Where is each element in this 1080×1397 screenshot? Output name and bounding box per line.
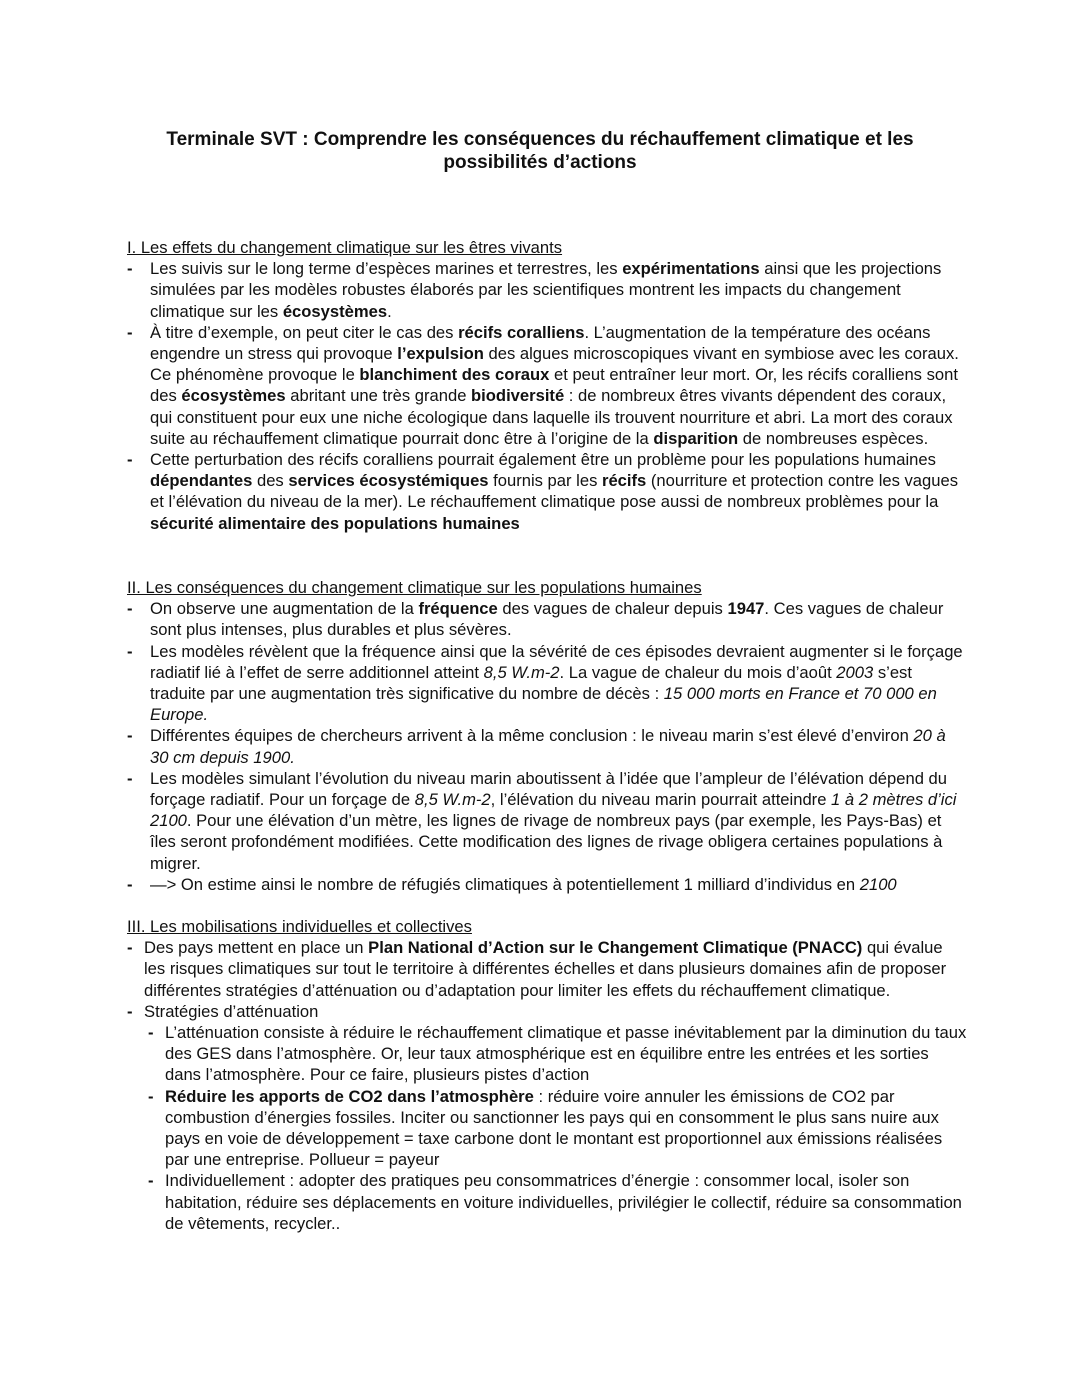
sub-bullet-item: - L’atténuation consiste à réduire le réchauffement climatique et passe inévitablement par la diminution du taux des GES dans l’atmosphère. Or, leur taux atmosphérique est en équilibre entre les entrées et les sorties dans l’atmosphère. Pour ce faire, plusieurs pistes d’action <box>148 1022 967 1086</box>
sub-bullet-list <box>148 1022 967 1234</box>
bullet-item: - Les suivis sur le long terme d’espèces marines et terrestres, les expérimentations ainsi que les projections simulées par les modèles robustes élaborés par les scientifiques montrent les impacts du changement climatique sur les écosystèmes. <box>127 258 967 322</box>
section-consequences-populations <box>127 577 967 895</box>
document-title <box>120 128 960 174</box>
section-heading: II. Les conséquences du changement climatique sur les populations humaines <box>127 578 702 597</box>
bullet-list <box>127 598 967 895</box>
section-effets-etres-vivants <box>127 237 967 534</box>
bullet-item: - Des pays mettent en place un Plan National d’Action sur le Changement Climatique (PNACC) qui évalue les risques climatiques sur tout le territoire à différentes échelles et dans plusieurs domaines afin de proposer différentes stratégies d’atténuation ou d’adaptation pour limiter les effets du réchauffement climatique. <box>127 937 967 1001</box>
title-line-1: Terminale SVT : Comprendre les conséquences du réchauffement climatique et les <box>166 129 914 150</box>
sub-bullet-item: - Réduire les apports de CO2 dans l’atmosphère : réduire voire annuler les émissions de CO2 par combustion d’énergies fossiles. Inciter ou sanctionner les pays qui en consomment le plus sans nuire aux pays en voie de développement = taxe carbone dont le montant est proportionnel aux émissions réalisées par une entreprise. Pollueur = payeur <box>148 1086 967 1171</box>
bullet-item: - À titre d’exemple, on peut citer le cas des récifs coralliens. L’augmentation de la température des océans engendre un stress qui provoque l’expulsion des algues microscopiques vivant en symbiose avec les coraux. Ce phénomène provoque le blanchiment des coraux et peut entraîner leur mort. Or, les récifs coralliens sont des écosystèmes abritant une très grande biodiversité : de nombreux êtres vivants dépendent des coraux, qui constituent pour eux une niche écologique dans laquelle ils trouvent nourriture et abri. La mort des coraux suite au réchauffement climatique pourrait donc être à l’origine de la disparition de nombreuses espèces. <box>127 322 967 449</box>
bullet-item: - On observe une augmentation de la fréquence des vagues de chaleur depuis 1947. Ces vagues de chaleur sont plus intenses, plus durables et plus sévères. <box>127 598 967 640</box>
bullet-item: - —> On estime ainsi le nombre de réfugiés climatiques à potentiellement 1 milliard d’individus en 2100 <box>127 874 967 895</box>
bullet-item: - Stratégies d’atténuation - L’atténuation consiste à réduire le réchauffement climatique et passe inévitablement par la diminution du taux des GES dans l’atmosphère. Or, leur taux atmosphérique est en équilibre entre les entrées et les sorties dans l’atmosphère. Pour ce faire, plusieurs pistes d’action - Réduire les apports de CO2 dans l’atmosphère : réduire voire annuler les émissions de CO2 par combustion d’énergies fossiles. Inciter ou sanctionner les pays qui en consomment le plus sans nuire aux pays en voie de développement = taxe carbone dont le montant est proportionnel aux émissions réalisées par une entreprise. Pollueur = payeur - Individuellement : adopter des pratiques peu consommatrices d’énergie : consommer local, isoler son habitation, réduire ses déplacements en voiture individuelles, privilégier le collectif, réduire sa consommation de vêtements, recycler.. <box>127 1001 967 1234</box>
bullet-item: - Cette perturbation des récifs coralliens pourrait également être un problème pour les populations humaines dépendantes des services écosystémiques fournis par les récifs (nourriture et protection contre les vagues et l’élévation du niveau de la mer). Le réchauffement climatique pose aussi de nombreux problèmes pour la sécurité alimentaire des populations humaines <box>127 449 967 534</box>
title-line-2: possibilités d’actions <box>443 152 637 173</box>
section-heading: I. Les effets du changement climatique sur les êtres vivants <box>127 238 563 257</box>
bullet-list <box>127 937 967 1234</box>
bullet-list <box>127 258 967 534</box>
bullet-item: - Les modèles révèlent que la fréquence ainsi que la sévérité de ces épisodes devraient augmenter si le forçage radiatif lié à l’effet de serre additionnel atteint 8,5 W.m-2. La vague de chaleur du mois d’août 2003 s’est traduite par une augmentation très significative du nombre de décès : 15 000 morts en France et 70 000 en Europe. <box>127 641 967 726</box>
section-mobilisations <box>127 916 967 1234</box>
bullet-item: - Les modèles simulant l’évolution du niveau marin aboutissent à l’idée que l’ampleur de l’élévation dépend du forçage radiatif. Pour un forçage de 8,5 W.m-2, l’élévation du niveau marin pourrait atteindre 1 à 2 mètres d’ici 2100. Pour une élévation d’un mètre, les lignes de rivage de nombreux pays (par exemple, les Pays-Bas) et îles seront profondément modifiées. Cette modification des lignes de rivage obligera certaines populations à migrer. <box>127 768 967 874</box>
bullet-item: - Différentes équipes de chercheurs arrivent à la même conclusion : le niveau marin s’est élevé d’environ 20 à 30 cm depuis 1900. <box>127 725 967 767</box>
sub-bullet-item: - Individuellement : adopter des pratiques peu consommatrices d’énergie : consommer local, isoler son habitation, réduire ses déplacements en voiture individuelles, privilégier le collectif, réduire sa consommation de vêtements, recycler.. <box>148 1170 967 1234</box>
section-heading: III. Les mobilisations individuelles et collectives <box>127 917 472 936</box>
